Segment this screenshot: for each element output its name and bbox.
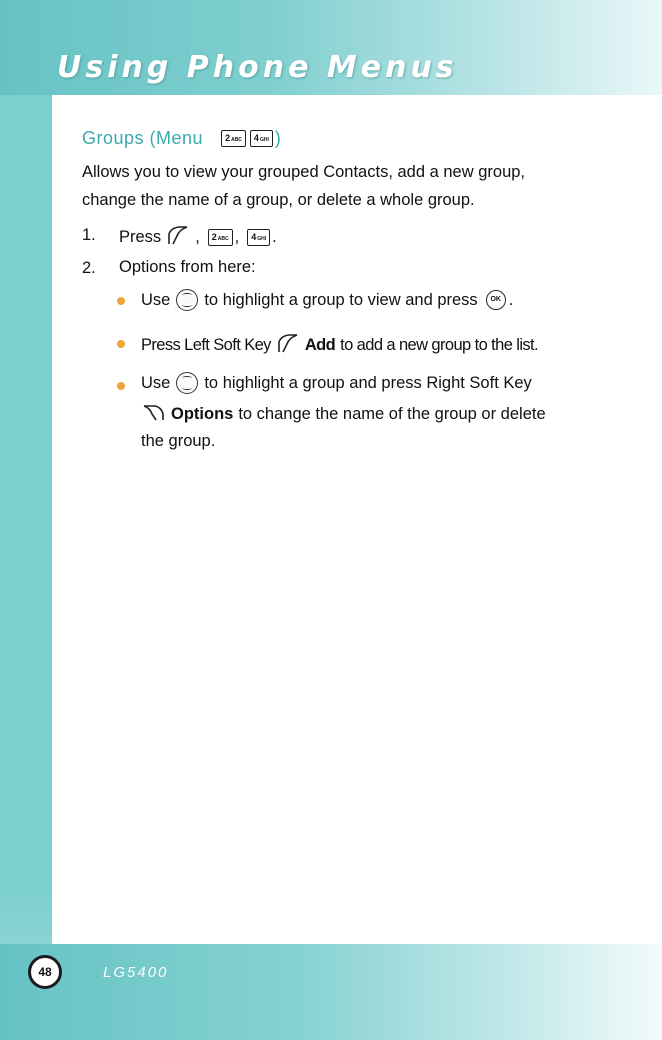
bullet-1-text: to highlight a group to view and press [204,290,478,309]
separator: , [195,228,200,246]
period: . [272,228,277,246]
left-soft-key-icon [275,332,301,359]
right-soft-key-icon [141,402,167,427]
options-softkey-label: Options [171,405,234,423]
separator: , [234,228,240,246]
navigation-key-icon [176,289,198,311]
key-label: 2 [211,232,217,242]
bullet-1 [141,289,513,311]
add-softkey-label: Add [304,336,336,354]
key-label: 4 [253,133,259,143]
description-line-2: change the name of a group, or delete a whole group. [82,191,475,209]
step-2 [119,258,256,277]
key-2-icon [221,130,246,147]
bullet-3-prefix: Use [141,373,171,392]
page-title: Using Phone Menus [57,50,458,85]
bullet-3-line-1 [141,372,532,394]
bullet-2-prefix: Press Left Soft Key [141,336,271,354]
key-label: 2 [225,133,231,143]
step-1-number: 1. [82,226,96,244]
key-sub-label: GHI [257,236,267,242]
key-sub-label: ABC [217,236,229,242]
left-frame-band [0,0,52,1040]
step-1 [119,224,277,251]
ok-key-icon: OK [486,290,506,310]
step-1-text: Press [119,228,162,246]
key-4-icon [250,130,273,147]
bullet-dot [117,297,125,305]
footer-brand: LG5400 [103,964,169,981]
step-2-number: 2. [82,259,96,277]
bullet-dot [117,382,125,390]
period: . [508,290,514,309]
key-sub-label: ABC [231,137,242,143]
bullet-2 [141,332,538,359]
key-sub-label: GHI [259,137,269,143]
bullet-3-line-2-text: to change the name of the group or delete [238,405,546,423]
bullet-3-text: to highlight a group and press Right Soft Key [204,373,532,392]
description-line-1: Allows you to view your grouped Contacts, add a new group, [82,163,526,181]
section-description [82,158,602,214]
bullet-1-prefix: Use [141,290,171,309]
key-4-icon [247,229,270,246]
page-number-badge: 48 [28,955,62,989]
bullet-3-line-3 [141,432,215,451]
bullet-3-line-2 [141,402,546,427]
key-label: 4 [251,232,257,242]
step-2-text: Options from here: [119,258,256,276]
content-panel [52,95,662,944]
left-soft-key-icon [165,224,191,251]
bullet-3-line-3-text: the group. [141,432,216,450]
bullet-dot [117,340,125,348]
section-heading [82,128,281,149]
footer-band [0,944,662,1040]
key-2-icon [208,229,233,246]
section-heading-prefix: Groups (Menu [82,128,204,148]
navigation-key-icon [176,372,198,394]
section-heading-suffix: ) [274,128,282,148]
bullet-2-text: to add a new group to the list. [340,336,538,354]
